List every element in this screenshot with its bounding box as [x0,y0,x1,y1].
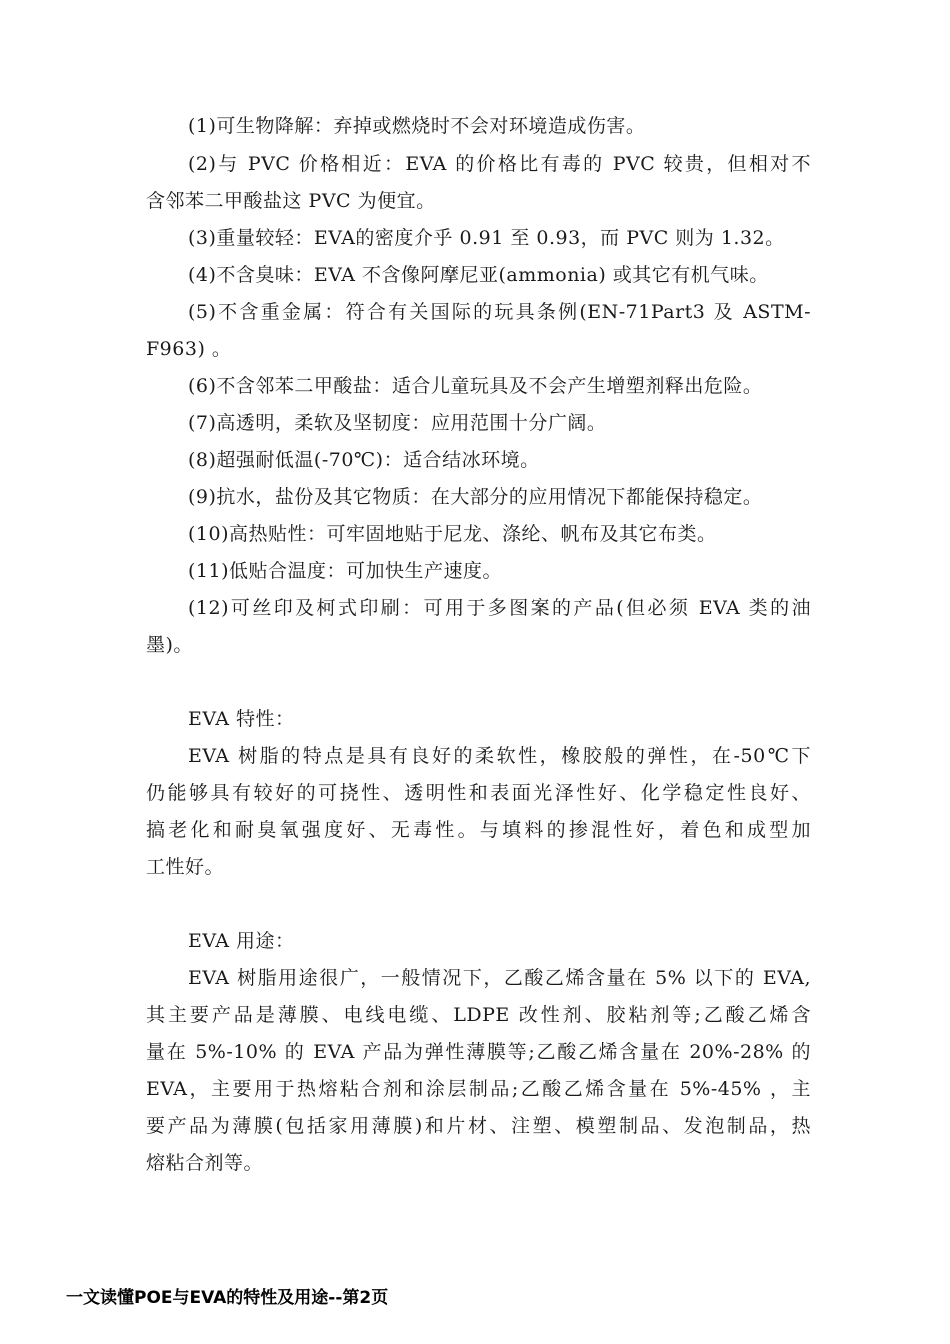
uses-paragraph-line: 量在 5%-10% 的 EVA 产品为弹性薄膜等;乙酸乙烯含量在 20%-28% 的 [146,1041,811,1063]
property-item-12-continued: 墨)。 [146,634,193,656]
property-item-5: (5)不含重金属：符合有关国际的玩具条例(EN-71Part3 及 ASTM- [188,301,811,323]
property-item-4: (4)不含臭味：EVA 不含像阿摩尼亚(ammonia) 或其它有机气味。 [188,264,769,286]
characteristics-paragraph-line: EVA 树脂的特点是具有良好的柔软性，橡胶般的弹性，在-50℃下 [188,745,811,767]
property-item-6: (6)不含邻苯二甲酸盐：适合儿童玩具及不会产生增塑剂释出危险。 [188,375,763,397]
property-item-8: (8)超强耐低温(-70℃)：适合结冰环境。 [188,449,540,471]
uses-paragraph-line: EVA 树脂用途很广，一般情况下，乙酸乙烯含量在 5% 以下的 EVA, [188,967,811,989]
property-item-5-continued: F963) 。 [146,338,232,360]
uses-paragraph-line: 要产品为薄膜(包括家用薄膜)和片材、注塑、模塑制品、发泡制品，热 [146,1115,811,1137]
property-item-11: (11)低贴合温度：可加快生产速度。 [188,560,503,582]
property-item-9: (9)抗水，盐份及其它物质：在大部分的应用情况下都能保持稳定。 [188,486,763,508]
property-item-10: (10)高热贴性：可牢固地贴于尼龙、涤纶、帆布及其它布类。 [188,523,717,545]
property-item-7: (7)高透明，柔软及坚韧度：应用范围十分广阔。 [188,412,607,434]
page-footer: 一文读懂POE与EVA的特性及用途--第2页 [66,1288,389,1308]
property-item-3: (3)重量较轻：EVA的密度介乎 0.91 至 0.93，而 PVC 则为 1.32。 [188,227,785,249]
uses-paragraph-line: EVA，主要用于热熔粘合剂和涂层制品;乙酸乙烯含量在 5%-45% ，主 [146,1078,811,1100]
uses-heading: EVA 用途： [188,930,295,952]
characteristics-paragraph-line: 仍能够具有较好的可挠性、透明性和表面光泽性好、化学稳定性良好、 [146,782,811,804]
property-item-12: (12)可丝印及柯式印刷：可用于多图案的产品(但必须 EVA 类的油 [188,597,811,619]
characteristics-heading: EVA 特性： [188,708,295,730]
characteristics-paragraph-line: 搞老化和耐臭氧强度好、无毒性。与填料的掺混性好，着色和成型加 [146,819,811,841]
property-item-1: (1)可生物降解：弃掉或燃烧时不会对环境造成伤害。 [188,115,646,137]
characteristics-paragraph-line: 工性好。 [146,856,225,878]
uses-paragraph-line: 其主要产品是薄膜、电线电缆、LDPE 改性剂、胶粘剂等;乙酸乙烯含 [146,1004,811,1026]
property-item-2: (2)与 PVC 价格相近：EVA 的价格比有毒的 PVC 较贵，但相对不 [188,153,811,175]
property-item-2-continued: 含邻苯二甲酸盐这 PVC 为便宜。 [146,190,436,212]
uses-paragraph-line: 熔粘合剂等。 [146,1152,264,1174]
